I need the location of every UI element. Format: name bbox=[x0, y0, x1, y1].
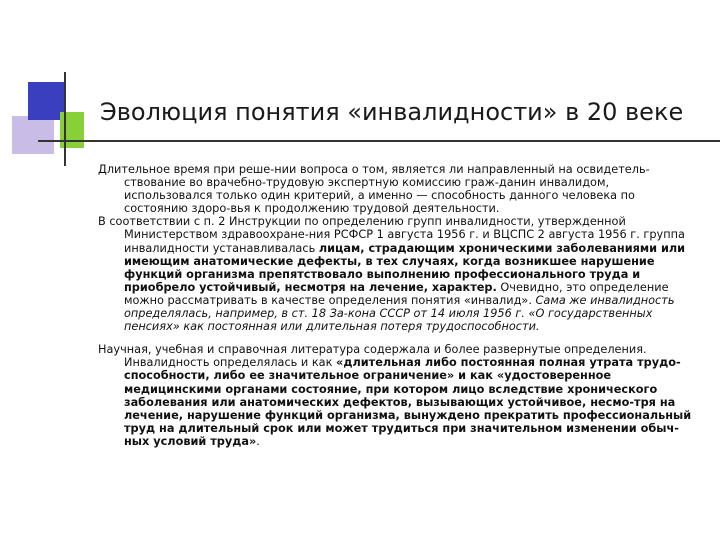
literature-text: Научная, учебная и справочная литература содержала и более развернутые определения. Инвалидность определялась и как bbox=[98, 343, 647, 370]
decor-vertical-line bbox=[64, 72, 66, 166]
slide-title: Эволюция понятия «инвалидности» в 20 веке bbox=[100, 98, 684, 126]
instruction-italic: Сама же инвалидность определялась, например, в ст. 18 За-кона СССР от 14 июля 1956 г. «О государственных пенсиях» как постоянная или длительная потеря трудоспособности. bbox=[124, 293, 675, 334]
instruction-text: В соответствии с п. 2 Инструкции по определению групп инвалидности, утвержденной Министерством здравоохране-ния РСФСР 1 августа 1956 г. и ВЦСПС 2 августа 1956 г. группа инвалидности устанавливалась bbox=[98, 215, 685, 255]
instruction-text-2: Очевидно, это определение можно рассматривать в качестве определения понятия «инвалид». bbox=[124, 280, 669, 307]
paragraph-criterion: Длительное время при реше-нии вопроса о том, является ли направленный на освидетель-ствование во врачебно-трудовую экспертную комиссию граж-данин инвалидом, использовался только один критерий, а именно — способность данного человека по состоянию здоро-вья к продолжению трудовой деятельности. bbox=[98, 163, 650, 216]
decor-square-lilac bbox=[12, 116, 54, 154]
instruction-bold: лицам, страдающим хроническими заболеваниями или имеющим анатомические дефекты, в тех случаях, когда возникшее нарушение функций организма препятствовало выполнению профессионального труда и приобрело устойчивый, несмотря на лечение, характер. bbox=[124, 241, 686, 294]
literature-text-2: . bbox=[256, 434, 260, 448]
slide-body bbox=[98, 163, 698, 448]
paragraph-literature bbox=[98, 343, 698, 448]
title-underline bbox=[38, 140, 720, 142]
literature-bold: «длительная либо постоянная полная утрата трудо-способности, либо ее значительное ограничение» и как «удостоверенное медицинскими органами состояние, при котором лицо вследствие хронического заболевания или анатомических дефектов, вызывающих устойчивое, несмо-тря на лечение, нарушение функций организма, вынуждено прекратить профессиональный труд на длительный срок или может трудиться при значительном изменении обыч-ных условий труда» bbox=[124, 356, 692, 448]
paragraph-instruction bbox=[98, 215, 698, 333]
paragraph-gap bbox=[98, 333, 698, 343]
